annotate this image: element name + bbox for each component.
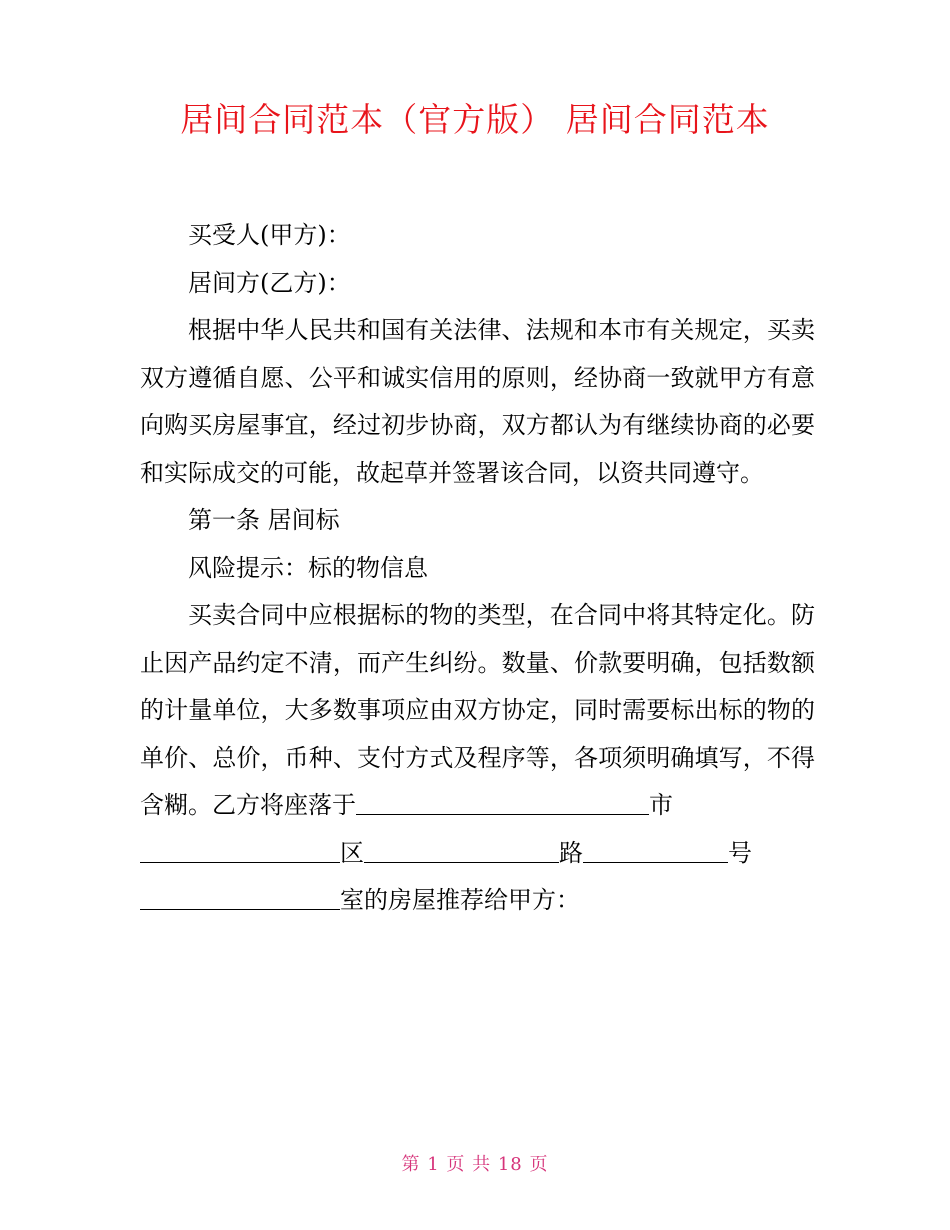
- district-blank: [140, 838, 340, 863]
- room-blank: [140, 885, 340, 910]
- subject-matter-paragraph: [140, 592, 815, 830]
- page-footer: 第 1 页 共 18 页: [401, 1154, 549, 1175]
- city-blank: [356, 790, 649, 815]
- document-body: [140, 212, 815, 925]
- article-one-heading: 第一条 居间标: [188, 506, 340, 534]
- number-blank: [583, 838, 728, 863]
- buyer-party-line: 买受人(甲方)：: [188, 221, 351, 249]
- city-label: 市: [649, 791, 673, 819]
- road-label: 路: [559, 838, 583, 867]
- subject-matter-text: 买卖合同中应根据标的物的类型，在合同中将其特定化。防止因产品约定不清，而产生纠纷。数量、价款要明确，包括数额的计量单位，大多数事项应由双方协定，同时需要标出标的物的单价、总价，币种、支付方式及程序等，各项须明确填写，不得含糊。乙方将座落于: [140, 601, 815, 819]
- room-label: 室的房屋推荐给甲方：: [340, 886, 580, 914]
- preamble-paragraph: 根据中华人民共和国有关法律、法规和本市有关规定，买卖双方遵循自愿、公平和诚实信用的原则，经协商一致就甲方有意向购买房屋事宜，经过初步协商，双方都认为有继续协商的必要和实际成交的可能，故起草并签署该合同，以资共同遵守。: [140, 316, 815, 487]
- number-label: 号: [728, 838, 752, 867]
- risk-notice-heading: 风险提示：标的物信息: [188, 553, 428, 582]
- broker-party-line: 居间方(乙方)：: [188, 268, 351, 297]
- address-blank-line: [140, 830, 815, 878]
- room-blank-line: [140, 877, 815, 925]
- page-title: 居间合同范本（官方版） 居间合同范本: [180, 100, 770, 139]
- district-label: 区: [340, 838, 364, 867]
- road-blank: [364, 838, 559, 863]
